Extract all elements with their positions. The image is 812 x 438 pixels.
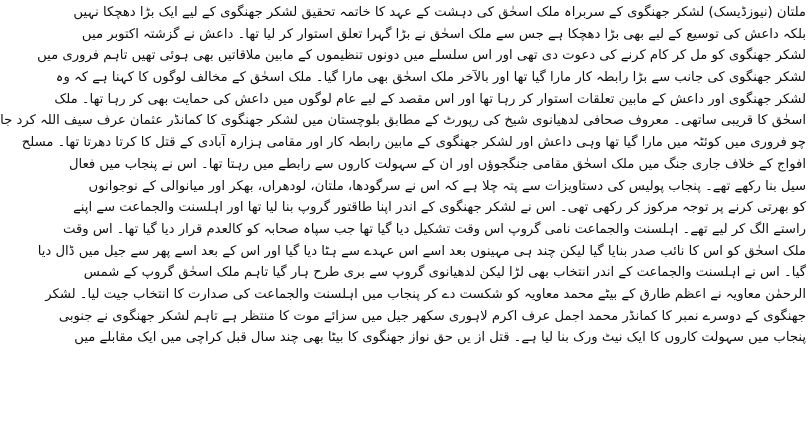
- article-line-10: کو بھرتی کرنے پر توجہ مرکوز کر رکھی تھی۔ اس نے لشکر جھنگوی کے اندر اپنا طاقتور گروپ بنا لیا تھا اور اہلسنت والجماعت سے اپنے: [73, 200, 806, 216]
- article-line-14: الرحمٰن معاویہ نے اعظم طارق کے بیٹے محمد معاویہ کو شکست دے کر پنجاب میں اہلسنت والجماعت کی صدارت کا انتخاب جیت لیا۔ لشکر: [45, 286, 806, 302]
- article-line-6: اسحٰق کا قریبی ساتھی۔ معروف صحافی لدھیانوی شیخ کی رپورٹ کے مطابق بلوچستان میں لشکر جھنگوی کا کمانڈر عثمان عرف سیف اللہ کرد جا: [0, 113, 806, 129]
- article-line-2: بلکہ داعش کی توسیع کے لیے بھی بڑا دھچکا ہے جس سے ملک اسحٰق نے بڑا گہرا تعلق استوار کر لیا تھا۔ داعش نے گزشتہ اکتوبر میں: [81, 26, 806, 42]
- article-line-16: پنجاب میں سہولت کاروں کا ایک نیٹ ورک بنا لیا ہے۔ قتل از یں حق نواز جھنگوی کا بیٹا بھی چند سال قبل کراچی میں ایک مقابلے میں: [74, 330, 806, 346]
- article-line-9: سیل بنا رکھے تھے۔ پنجاب پولیس کی دستاویزات سے پتہ چلا ہے کہ اس نے سرگودھا، ملتان، لودھراں، بھکر اور میانوالی کے نوجوانوں: [88, 178, 806, 194]
- article-line-8: افواج کے خلاف جاری جنگ میں ملک اسحٰق مقامی جنگجوؤں اور ان کے سہولت کاروں سے رابطے میں رہتا تھا۔ اس نے پنجاب میں فعال: [68, 156, 806, 172]
- article-line-12: ملک اسحٰق کو اس کا نائب صدر بنایا گیا لیکن چند ہی مہینوں بعد اسے اس عہدے سے ہٹا دیا گیا اور اس کے بعد اسے پھر سے جیل میں ڈال دیا: [37, 243, 806, 259]
- article-line-13: گیا۔ اس نے اہلسنت والجماعت کے اندر انتخاب بھی لڑا لیکن لدھیانوی گروپ سے بری طرح ہار گیا تاہم ملک اسحٰق گروپ کے شمس: [83, 265, 806, 281]
- article-line-5: لشکر جھنگوی اور داعش کے مابین تعلقات استوار کر رہا تھا اور اس مقصد کے لیے عام لوگوں میں داعش کی حمایت بھی کر رہا تھا۔ ملک: [54, 91, 806, 107]
- article-line-3: لشکر جھنگوی کو مل کر کام کرنے کی دعوت دی تھی اور اس سلسلے میں دونوں تنظیموں کے مابین ملاقاتیں بھی ہوئی تھیں تاہم فروری میں: [37, 48, 806, 64]
- article-line-15: جھنگوی کے دوسرے نمبر کا کمانڈر محمد اجمل عرف اکرم لاہوری سکھر جیل میں سزائے موت کا منتظر ہے تاہم لشکر جھنگوی نے جنوبی: [58, 308, 806, 324]
- article-line-7: چو فروری میں کوئٹہ میں مارا گیا تھا وہی داعش اور لشکر جھنگوی کے مابین رابطہ کار اور مقامی ہزارہ آبادی کے قتل کا کرتا دھرتا تھا۔ مسلح: [21, 135, 806, 151]
- article-line-1: ملتان (نیوزڈیسک) لشکر جھنگوی کے سربراہ ملک اسحٰق کی دہشت کے عہد کا خاتمہ تحقیق لشکر جھنگوی کے لیے ایک بڑا دھچکا نہیں: [73, 5, 806, 20]
- article-line-11: راستے الگ کر لیے تھے۔ اہلسنت والجماعت نامی گروپ اس وقت تشکیل دیا گیا تھا جب سپاہ صحابہ کو کالعدم قرار دیا گیا تھا۔ اس وقت: [63, 221, 806, 237]
- article-body: [0, 2, 806, 349]
- article-line-4: لشکر جھنگوی کی جانب سے بڑا رابطہ کار مارا گیا تھا اور بالآخر ملک اسحٰق بھی مارا گیا۔ ملک اسحٰق کے مخالف لوگوں کا کہنا ہے کہ وہ: [55, 70, 806, 86]
